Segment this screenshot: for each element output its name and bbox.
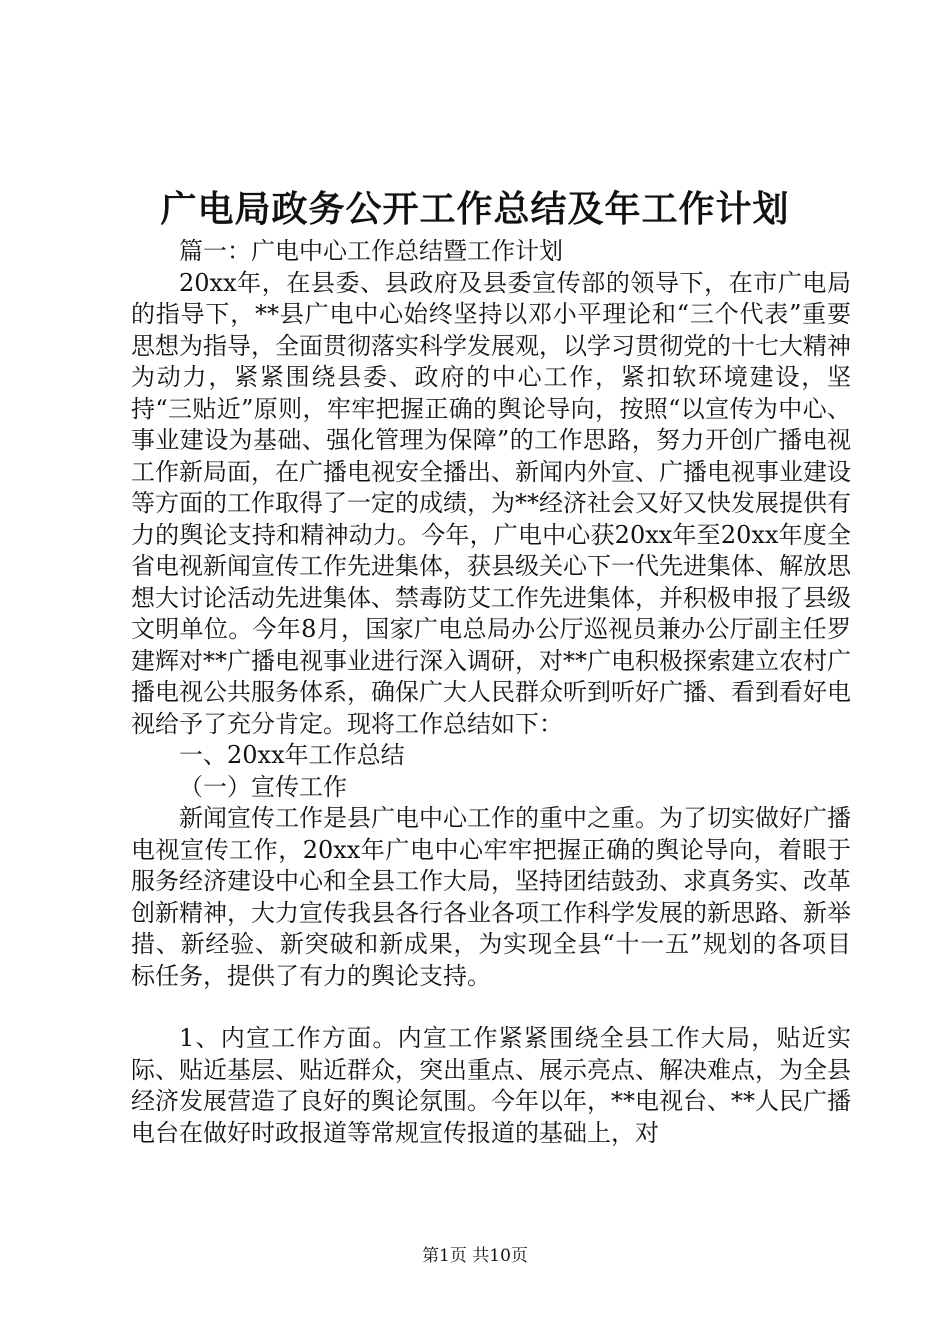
section-heading: 篇一：广电中心工作总结暨工作计划 bbox=[179, 237, 563, 265]
document-title: 广电局政务公开工作总结及年工作计划 bbox=[160, 188, 790, 230]
body-paragraph: 20xx年，在县委、县政府及县委宣传部的领导下，在市广电局的指导下，**县广电中心始终坚持以邓小平理论和“三个代表”重要思想为指导，全面贯彻落实科学发展观，以学习贯彻党的十七大精神为动力，紧紧围绕县委、政府的中心工作，紧扣软环境建设，坚持“三贴近”原则，牢牢把握正确的舆论导向，按照“以宣传为中心、事业建设为基础、强化管理为保障”的工作思路，努力开创广播电视工作新局面，在广播电视安全播出、新闻内外宣、广播电视事业建设等方面的工作取得了一定的成绩，为**经济社会又好又快发展提供有力的舆论支持和精神动力。今年，广电中心获20xx年至20xx年度全省电视新闻宣传工作先进集体，获县级关心下一代先进集体、解放思想大讨论活动先进集体、禁毒防艾工作先进集体，并积极申报了县级文明单位。今年8月，国家广电总局办公厅巡视员兼办公厅副主任罗建辉对**广播电视事业进行深入调研，对**广电积极探索建立农村广播电视公共服务体系，确保广大人民群众听到听好广播、看到看好电视给予了充分肯定。现将工作总结如下： bbox=[131, 268, 851, 738]
document-body bbox=[131, 236, 851, 1149]
body-paragraph: 1、内宣工作方面。内宣工作紧紧围绕全县工作大局，贴近实际、贴近基层、贴近群众，突出重点、展示亮点、解决难点，为全县经济发展营造了良好的舆论氛围。今年以年，**电视台、**人民广播电台在做好时政报道等常规宣传报道的基础上，对 bbox=[131, 1024, 851, 1147]
body-paragraph: 新闻宣传工作是县广电中心工作的重中之重。为了切实做好广播电视宣传工作，20xx年广电中心牢牢把握正确的舆论导向，着眼于服务经济建设中心和全县工作大局，坚持团结鼓劲、求真务实、改革创新精神，大力宣传我县各行各业各项工作科学发展的新思路、新举措、新经验、新突破和新成果，为实现全县“十一五”规划的各项目标任务，提供了有力的舆论支持。 bbox=[131, 804, 851, 990]
section-heading: 一、20xx年工作总结 bbox=[179, 741, 405, 769]
subsection-heading: （一）宣传工作 bbox=[179, 772, 347, 801]
page-number: 第1页 共10页 bbox=[422, 1246, 528, 1266]
